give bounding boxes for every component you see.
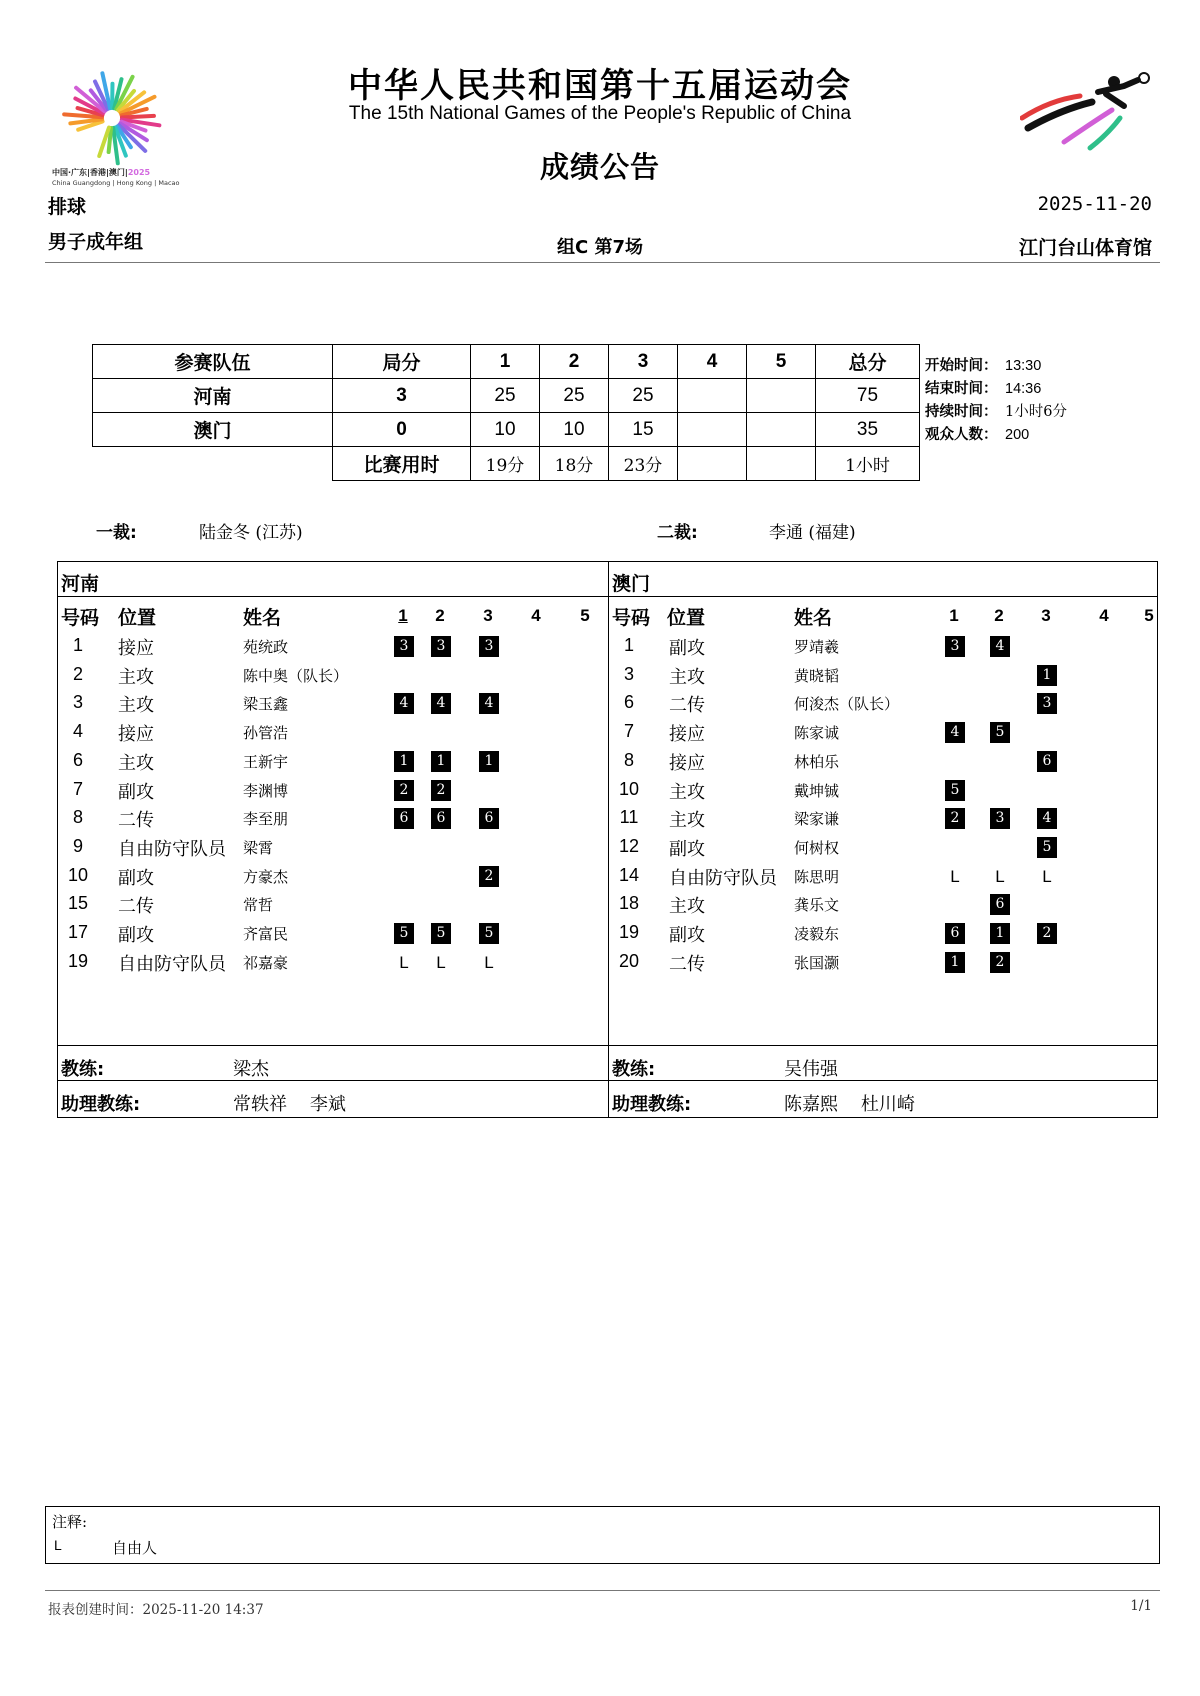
set-lineup-cell: 6 [945, 923, 965, 944]
score-set-2: 10 [540, 413, 609, 447]
set-lineup-cell: 4 [990, 636, 1010, 657]
player-name: 罗靖羲 [794, 638, 840, 656]
player-number: 19 [618, 922, 640, 942]
duration-set-3: 23分 [609, 447, 678, 481]
score-sets-won: 3 [333, 379, 471, 413]
player-row [609, 747, 1159, 775]
set-lineup-cell: 6 [479, 808, 499, 829]
header-set-5: 5 [747, 345, 816, 379]
player-name: 王新宇 [243, 752, 289, 771]
footer-divider [45, 1590, 1160, 1591]
score-team-name: 河南 [93, 379, 333, 413]
set-lineup-cell: 4 [479, 693, 499, 714]
player-number: 10 [67, 864, 89, 885]
roster-away: 澳门 号码 位置 姓名 1 2 3 4 5 1 副攻 罗靖羲 3 4 3 主攻 黄晓韬 1 6 二传 何浚杰（队长） 3 7 接应 陈家诚 4 5 8 接应 林柏乐 6 10 主攻 戴坤铖 5 11 主攻 梁家谦 2 3 4 12 副攻 何树权 5 14 自由防守队员 陈思明 L L L 18 主攻 龚乐文 6 19 副攻 凌毅东 6 1 2 20 二传 张国灏 1 2 教练: 吴伟强 助理教练: 陈嘉熙 杜川崎 [609, 562, 1159, 1117]
score-set-1: 10 [471, 413, 540, 447]
player-position: 主攻 [118, 695, 154, 717]
notes-title: 注释: [52, 1513, 88, 1531]
player-position: 接应 [118, 638, 154, 659]
col-set-3: 3 [483, 606, 493, 625]
total-duration: 持续时间： 1小时6分 [925, 404, 1067, 420]
score-set-4 [678, 379, 747, 413]
player-name: 凌毅东 [794, 925, 840, 943]
created-time: 报表创建时间：2025-11-20 14:37 [48, 1602, 264, 1618]
player-position: 自由防守队员 [118, 838, 226, 860]
games-title-cn: 中华人民共和国第十五届运动会 [348, 66, 852, 106]
score-row-team-2 [93, 413, 920, 447]
player-position: 二传 [118, 896, 154, 918]
col-set-2: 2 [994, 606, 1004, 625]
player-row [58, 862, 608, 890]
set-lineup-cell: L [950, 866, 960, 886]
player-row [609, 718, 1159, 746]
score-set-3: 15 [609, 413, 678, 447]
set-lineup-cell: 6 [990, 894, 1010, 915]
col-name: 姓名 [794, 607, 833, 629]
player-row [58, 718, 608, 746]
player-row [609, 689, 1159, 717]
set-lineup-cell: 2 [431, 780, 451, 801]
player-number: 6 [623, 692, 634, 713]
player-number: 7 [623, 721, 634, 742]
score-set-2: 25 [540, 379, 609, 413]
set-lineup-cell: 4 [431, 693, 451, 714]
player-number: 18 [618, 893, 640, 914]
player-name: 孙管浩 [243, 724, 289, 743]
score-header-row [93, 345, 920, 379]
set-lineup-cell: 1 [431, 751, 451, 772]
header-set-2: 2 [540, 345, 609, 379]
page-number: 1/1 [1130, 1598, 1152, 1614]
player-row [58, 689, 608, 717]
report-title: 成绩公告 [539, 150, 660, 184]
col-set-1: 1 [398, 606, 408, 625]
player-number: 20 [618, 950, 640, 971]
first-referee: 一裁: 陆金冬 (江苏) [96, 523, 303, 543]
player-number: 7 [72, 778, 83, 799]
player-position: 接应 [669, 724, 705, 746]
player-row [58, 632, 608, 660]
player-name: 齐富民 [243, 925, 289, 943]
player-name: 张国灏 [794, 953, 840, 972]
player-number: 12 [618, 835, 640, 856]
second-referee: 二裁: 李通 (福建) [657, 523, 856, 543]
score-set-1: 25 [471, 379, 540, 413]
player-position: 接应 [669, 752, 705, 774]
set-lineup-cell: 3 [431, 636, 451, 657]
player-position: 副攻 [669, 838, 705, 860]
player-row [609, 862, 1159, 890]
set-lineup-cell: 2 [394, 780, 414, 801]
header-set-1: 1 [471, 345, 540, 379]
player-name: 何树权 [794, 838, 840, 857]
set-lineup-cell: 2 [990, 952, 1010, 973]
player-position: 主攻 [669, 896, 705, 918]
player-number: 9 [72, 835, 83, 856]
player-row [609, 804, 1159, 832]
header-divider [45, 262, 1160, 263]
player-number: 11 [619, 807, 639, 828]
player-row [58, 804, 608, 832]
set-lineup-cell: L [484, 952, 494, 972]
player-name: 何浚杰（队长） [794, 695, 900, 714]
duration-label: 比赛用时 [333, 447, 471, 481]
player-position: 副攻 [669, 638, 705, 659]
player-row [58, 776, 608, 804]
player-name: 龚乐文 [794, 896, 840, 915]
set-lineup-cell: 3 [945, 636, 965, 657]
player-position: 自由防守队员 [669, 867, 777, 889]
rosters-panel [57, 561, 1158, 1118]
score-set-4 [678, 413, 747, 447]
player-name: 陈中奥（队长） [243, 666, 349, 685]
player-row [58, 661, 608, 689]
set-lineup-cell: 3 [990, 808, 1010, 829]
header-team: 参赛队伍 [93, 345, 333, 379]
player-number: 1 [72, 635, 83, 655]
set-lineup-cell: 5 [990, 722, 1010, 743]
set-lineup-cell: 6 [394, 808, 414, 829]
player-name: 梁霄 [243, 838, 274, 857]
player-position: 二传 [669, 695, 705, 717]
player-position: 主攻 [669, 781, 705, 803]
set-lineup-cell: L [1042, 866, 1052, 886]
col-position: 位置 [667, 607, 706, 629]
player-number: 3 [72, 692, 83, 713]
match-label: 组C 第7场 [556, 237, 643, 258]
set-lineup-cell: 1 [945, 952, 965, 973]
score-total: 35 [816, 413, 920, 447]
start-time: 开始时间： 13:30 [925, 358, 1042, 374]
score-row-team-1 [93, 379, 920, 413]
player-number: 10 [618, 778, 640, 799]
set-lineup-cell: L [995, 866, 1005, 886]
player-name: 李渊博 [243, 781, 289, 800]
player-row [609, 632, 1159, 660]
player-name: 常哲 [243, 896, 274, 915]
col-set-5: 5 [580, 606, 590, 625]
duration-row [93, 447, 920, 481]
player-name: 苑统政 [243, 638, 289, 656]
duration-total: 1小时 [816, 447, 920, 481]
player-row [58, 890, 608, 918]
player-name: 陈思明 [794, 867, 840, 886]
audience-count: 观众人数： 200 [925, 427, 1030, 443]
score-set-3: 25 [609, 379, 678, 413]
roster-home: 河南 号码 位置 姓名 1 2 3 4 5 1 接应 苑统政 3 3 3 2 主攻 陈中奥（队长） 3 主攻 梁玉鑫 4 4 4 4 接应 孙管浩 6 主攻 王新宇 1 1 1 7 副攻 李渊博 2 2 8 二传 李至朋 6 6 6 9 自由防守队员 梁霄 10 副攻 方豪杰 2 15 二传 常哲 17 副攻 齐富民 5 5 5 19 自由防守队员 祁嘉豪 L L L 教练: 梁杰 助理教练: 常轶祥 李斌 [58, 562, 608, 1117]
col-name: 姓名 [243, 607, 282, 629]
col-set-5: 5 [1144, 606, 1154, 625]
set-lineup-cell: 4 [945, 722, 965, 743]
player-number: 17 [67, 922, 89, 942]
set-lineup-cell: 6 [1037, 751, 1057, 772]
player-name: 陈家诚 [794, 724, 840, 743]
player-position: 主攻 [669, 810, 705, 832]
set-lineup-cell: 2 [479, 866, 499, 887]
venue-label: 江门台山体育馆 [1018, 237, 1152, 259]
score-set-5 [747, 413, 816, 447]
player-number: 15 [67, 893, 89, 914]
score-sets-won: 0 [333, 413, 471, 447]
notes-key: L [54, 1537, 62, 1553]
duration-set-4 [678, 447, 747, 481]
player-position: 副攻 [669, 925, 705, 946]
header-set-3: 3 [609, 345, 678, 379]
player-row [609, 661, 1159, 689]
set-lineup-cell: 2 [1037, 923, 1057, 944]
score-team-name: 澳门 [93, 413, 333, 447]
player-number: 1 [623, 635, 634, 655]
col-position: 位置 [118, 607, 157, 629]
set-lineup-cell: 1 [1037, 665, 1057, 686]
set-lineup-cell: 5 [431, 923, 451, 944]
player-number: 3 [623, 663, 634, 684]
end-time: 结束时间： 14:36 [925, 381, 1042, 397]
duration-set-2: 18分 [540, 447, 609, 481]
header-sets: 局分 [333, 345, 471, 379]
player-row [609, 919, 1159, 947]
roster-team-name: 澳门 [612, 573, 651, 595]
col-set-4: 4 [1099, 606, 1109, 625]
player-number: 14 [618, 864, 640, 885]
player-name: 林柏乐 [794, 752, 840, 771]
player-number: 6 [72, 749, 83, 770]
set-lineup-cell: 3 [479, 636, 499, 657]
player-position: 二传 [669, 953, 705, 975]
notes-value: 自由人 [112, 1539, 158, 1557]
player-row [58, 948, 608, 976]
score-set-5 [747, 379, 816, 413]
header-total: 总分 [816, 345, 920, 379]
logo-caption: 中国·广东|香港|澳门|2025 China Guangdong | Hong Kong | Macao [52, 168, 180, 187]
set-lineup-cell: 2 [945, 808, 965, 829]
roster-team-name: 河南 [61, 573, 100, 595]
player-name: 黄晓韬 [794, 666, 840, 685]
set-lineup-cell: 5 [394, 923, 414, 944]
player-number: 2 [72, 663, 83, 684]
player-row [58, 747, 608, 775]
set-lineup-cell: 3 [394, 636, 414, 657]
duration-set-1: 19分 [471, 447, 540, 481]
player-position: 主攻 [118, 752, 154, 774]
notes-box [45, 1506, 1160, 1564]
set-lineup-cell: L [399, 952, 409, 972]
games-title-en: The 15th National Games of the People's Republic of China [348, 103, 852, 124]
set-lineup-cell: 5 [945, 780, 965, 801]
player-name: 祁嘉豪 [243, 953, 289, 972]
set-lineup-cell: 1 [394, 751, 414, 772]
player-position: 副攻 [118, 781, 154, 803]
score-total: 75 [816, 379, 920, 413]
set-lineup-cell: 4 [1037, 808, 1057, 829]
score-table [92, 344, 920, 481]
col-set-3: 3 [1041, 606, 1051, 625]
set-lineup-cell: 6 [431, 808, 451, 829]
player-number: 4 [72, 721, 83, 742]
set-lineup-cell: 1 [990, 923, 1010, 944]
player-name: 戴坤铖 [794, 781, 840, 800]
player-row [609, 890, 1159, 918]
player-name: 李至朋 [243, 810, 289, 829]
player-row [609, 776, 1159, 804]
player-number: 19 [67, 950, 89, 971]
report-date: 2025-11-20 [1037, 193, 1152, 215]
col-number: 号码 [61, 607, 100, 629]
player-position: 二传 [118, 810, 154, 832]
category-label: 男子成年组 [48, 231, 144, 253]
set-lineup-cell: 5 [479, 923, 499, 944]
player-name: 梁家谦 [794, 810, 840, 829]
col-set-4: 4 [531, 606, 541, 625]
player-position: 副攻 [118, 867, 154, 889]
player-position: 接应 [118, 724, 154, 746]
player-position: 自由防守队员 [118, 953, 226, 975]
set-lineup-cell: 4 [394, 693, 414, 714]
header-set-4: 4 [678, 345, 747, 379]
set-lineup-cell: 3 [1037, 693, 1057, 714]
col-set-1: 1 [949, 606, 959, 625]
player-name: 梁玉鑫 [243, 695, 289, 714]
player-position: 主攻 [118, 666, 154, 688]
player-row [609, 948, 1159, 976]
duration-set-5 [747, 447, 816, 481]
set-lineup-cell: L [436, 952, 446, 972]
sport-label: 排球 [48, 196, 87, 218]
match-info [925, 355, 1067, 447]
player-position: 副攻 [118, 925, 154, 946]
player-row [609, 833, 1159, 861]
player-row [58, 919, 608, 947]
set-lineup-cell: 5 [1037, 837, 1057, 858]
player-position: 主攻 [669, 666, 705, 688]
player-name: 方豪杰 [243, 867, 289, 886]
col-set-2: 2 [435, 606, 445, 625]
player-number: 8 [623, 749, 634, 770]
col-number: 号码 [612, 607, 651, 629]
player-number: 8 [72, 807, 83, 828]
set-lineup-cell: 1 [479, 751, 499, 772]
player-row [58, 833, 608, 861]
